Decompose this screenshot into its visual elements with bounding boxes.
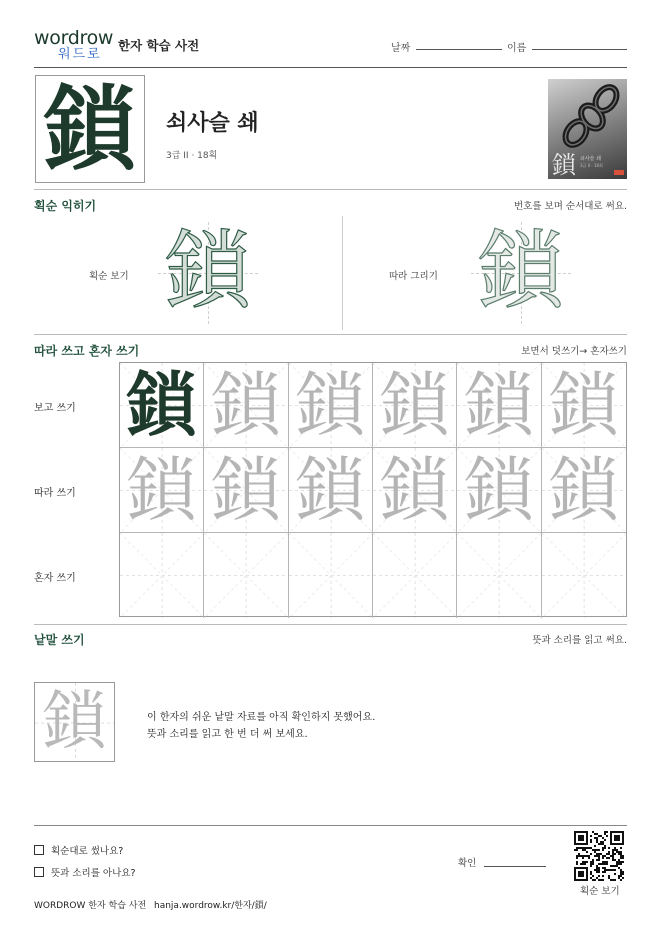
word-character: 鎖 <box>42 685 107 759</box>
practice-cell-alone[interactable] <box>120 533 204 618</box>
word-message-line2: 뜻과 소리를 읽고 한 번 더 써 보세요. <box>147 729 308 740</box>
photo-badge <box>614 170 624 175</box>
stroke-section-note: 번호를 보며 순서대로 써요. <box>513 201 627 212</box>
qr-code-icon[interactable] <box>574 831 624 881</box>
guide-lines <box>120 533 204 618</box>
practice-character: 鎖 <box>126 363 197 446</box>
confirm-field[interactable] <box>484 866 546 867</box>
section-divider <box>34 334 627 335</box>
practice-cell-trace[interactable] <box>373 448 457 533</box>
practice-character: 鎖 <box>379 364 450 446</box>
row-label-alone: 혼자 쓰기 <box>34 573 76 584</box>
practice-cell-view[interactable] <box>373 363 457 448</box>
main-character-box <box>35 75 145 183</box>
row-label-trace: 따라 쓰기 <box>34 488 76 499</box>
word-message-line1: 이 한자의 쉬운 낱말 자료를 아직 확인하지 못했어요. <box>147 712 376 723</box>
photo-subtitle: 3급 II · 18획 <box>580 163 603 168</box>
word-section-title: 낱말 쓰기 <box>34 633 85 647</box>
section-divider <box>34 189 627 190</box>
practice-character: 鎖 <box>210 364 281 446</box>
checkbox[interactable] <box>34 845 44 855</box>
chain-photo <box>548 79 627 179</box>
stroke-order-character: 鎖 <box>165 221 251 321</box>
wordrow-logo <box>34 28 114 66</box>
guide-lines <box>542 533 626 618</box>
header-divider <box>34 67 627 68</box>
practice-cell-alone[interactable] <box>457 533 541 618</box>
stroke-section-title: 획순 익히기 <box>34 199 97 213</box>
section-divider <box>34 624 627 625</box>
practice-character: 鎖 <box>379 449 450 531</box>
check-label: 획순대로 썼나요? <box>51 846 124 857</box>
logo-korean: 워드로 <box>58 47 102 62</box>
check-stroke-order[interactable] <box>34 843 123 857</box>
practice-cell-view[interactable] <box>204 363 288 448</box>
photo-title: 쇠사슬 쇄 <box>580 156 601 162</box>
trace-character[interactable]: 鎖 <box>478 221 564 321</box>
date-field[interactable] <box>416 49 502 50</box>
practice-character: 鎖 <box>463 449 534 531</box>
practice-character: 鎖 <box>463 364 534 446</box>
qr-label: 획순 보기 <box>580 886 620 897</box>
practice-cell-alone[interactable] <box>373 533 457 618</box>
check-label: 뜻과 소리를 아나요? <box>51 868 136 879</box>
practice-grid <box>119 362 627 617</box>
confirm-label: 확인 <box>458 858 477 869</box>
practice-section-title: 따라 쓰고 혼자 쓰기 <box>34 344 140 358</box>
practice-cell-view[interactable] <box>457 363 541 448</box>
guide-lines <box>457 533 541 618</box>
section-divider <box>34 825 627 826</box>
name-label: 이름 <box>507 43 527 54</box>
meaning-sound: 쇠사슬 쇄 <box>166 111 259 136</box>
practice-character: 鎖 <box>210 449 281 531</box>
guide-lines <box>289 533 373 618</box>
checkbox[interactable] <box>34 867 44 877</box>
word-character-box <box>34 682 115 762</box>
date-label: 날짜 <box>391 43 411 54</box>
practice-cell-trace[interactable] <box>120 448 204 533</box>
guide-lines <box>373 533 457 618</box>
practice-cell-trace[interactable] <box>204 448 288 533</box>
practice-cell-alone[interactable] <box>204 533 288 618</box>
guide-lines <box>204 533 288 618</box>
practice-cell-view[interactable] <box>120 363 204 448</box>
practice-cell-alone[interactable] <box>289 533 373 618</box>
practice-section-note: 보면서 덧쓰기→ 혼자쓰기 <box>521 346 627 357</box>
column-divider <box>342 216 343 330</box>
practice-character: 鎖 <box>126 449 197 531</box>
main-character: 鎖 <box>43 75 136 183</box>
practice-cell-trace[interactable] <box>289 448 373 533</box>
practice-cell-alone[interactable] <box>542 533 626 618</box>
app-title: 한자 학습 사전 <box>118 38 200 53</box>
grade-strokes: 3급 II · 18획 <box>166 151 218 161</box>
practice-character: 鎖 <box>295 364 366 446</box>
check-meaning-sound[interactable] <box>34 865 136 879</box>
name-field[interactable] <box>532 49 627 50</box>
practice-cell-view[interactable] <box>542 363 626 448</box>
word-section-note: 뜻과 소리를 읽고 써요. <box>532 635 627 646</box>
practice-cell-view[interactable] <box>289 363 373 448</box>
stroke-view-label: 획순 보기 <box>89 271 129 282</box>
practice-cell-trace[interactable] <box>457 448 541 533</box>
logo-wordmark: wordrow <box>34 27 114 49</box>
practice-character: 鎖 <box>295 449 366 531</box>
photo-character: 鎖 <box>552 151 576 179</box>
stroke-trace-label: 따라 그리기 <box>389 271 438 282</box>
practice-character: 鎖 <box>548 449 619 531</box>
practice-cell-trace[interactable] <box>542 448 626 533</box>
footer-brand: WORDROW 한자 학습 사전 <box>34 901 147 911</box>
practice-character: 鎖 <box>548 364 619 446</box>
footer-url[interactable]: hanja.wordrow.kr/한자/鎖/ <box>154 901 267 911</box>
row-label-view: 보고 쓰기 <box>34 403 76 414</box>
